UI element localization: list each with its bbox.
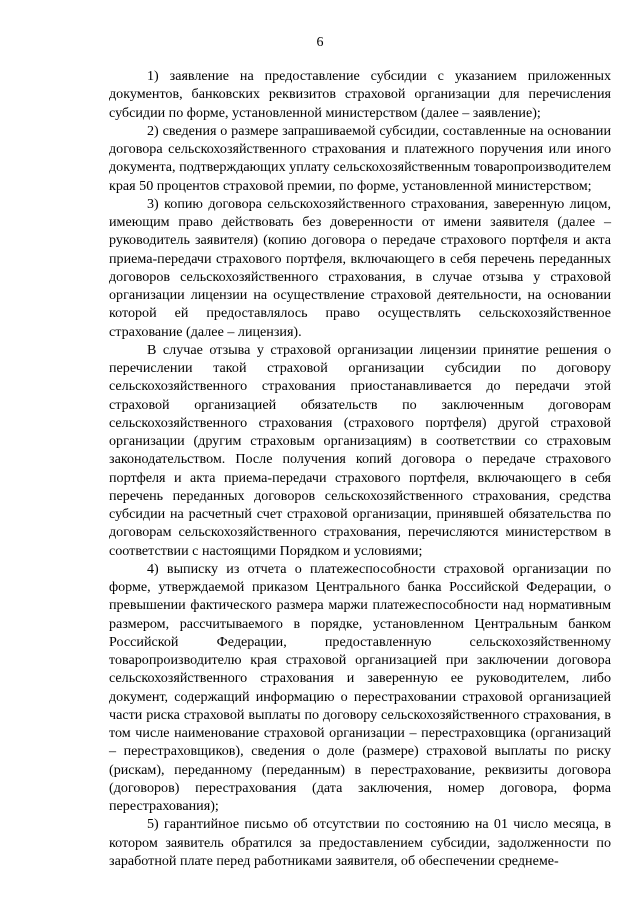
paragraph-item-5-guarantee-letter: 5) гарантийное письмо об отсутствии по состоянию на 01 число месяца, в котором заявитель обратился за предоставлением субсидии, задолженности по заработной плате перед работниками заявителя, об обеспечении среднеме-	[109, 816, 611, 869]
paragraph-item-3-contract-copy: 3) копию договора сельскохозяйственного страхования, заверенную лицом, имеющим право действовать без доверенности от имени заявителя (далее – руководитель заявителя) (копию договора о передаче страхового портфеля и акта приема-передачи страхового портфеля, включающего в себя перечень переданных договоров сельскохозяйственного страхования, в случае отзыва у страховой организации лицензии на осуществление страховой деятельности, на основании которой ей предоставлялось право осуществлять сельскохозяйственное страхование (далее – лицензия).	[109, 195, 611, 340]
paragraph-item-2-subsidy-info: 2) сведения о размере запрашиваемой субсидии, составленные на основании договора сельскохозяйственного страхования и платежного поручения или иного документа, подтверждающих уплату сельскохозяйственным товаропроизводителем края 50 процентов страховой премии, по форме, установленной министерством;	[109, 122, 611, 194]
document-body	[109, 67, 611, 870]
paragraph-item-4-solvency-report: 4) выписку из отчета о платежеспособности страховой организации по форме, утверждаемой приказом Центрального банка Российской Федерации, о превышении фактического размера маржи платежеспособности над нормативным размером, рассчитываемого в порядке, установленном Центральным банком Российской Федерации, предоставленную сельскохозяйственному товаропроизводителю края страховой организацией при заключении договора сельскохозяйственного страхования и заверенную ее руководителем, либо документ, содержащий информацию о перестраховании страховой организацией части риска страховой выплаты по договору сельскохозяйственного страхования, в том числе наименование страховой организации – перестраховщика (организаций – перестраховщиков), сведения о доле (размере) страховой выплаты по риску (рискам), переданному (переданным) в перестрахование, реквизиты договора (договоров) перестрахования (дата заключения, номер договора, форма перестрахования);	[109, 560, 611, 814]
page-number: 6	[316, 35, 324, 50]
paragraph-license-revocation: В случае отзыва у страховой организации лицензии принятие решения о перечислении такой страховой организации субсидии по договору сельскохозяйственного страхования приостанавливается до передачи этой страховой организацией обязательств по заключенным договорам сельскохозяйственного страхования (страхового портфеля) другой страховой организации (другим страховым организациям) в соответствии со страховым законодательством. После получения копий договора о передаче страхового портфеля и акта приема-передачи страхового портфеля, включающего в себя перечень переданных договоров сельскохозяйственного страхования, средства субсидии на расчетный счет страховой организации, принявшей обязательства по договорам сельскохозяйственного страхования, перечисляются министерством в соответствии с настоящими Порядком и условиями;	[109, 341, 611, 559]
paragraph-item-1-application: 1) заявление на предоставление субсидии с указанием приложенных документов, банковских реквизитов страховой организации для перечисления субсидии по форме, установленной министерством (далее – заявление);	[109, 68, 611, 121]
